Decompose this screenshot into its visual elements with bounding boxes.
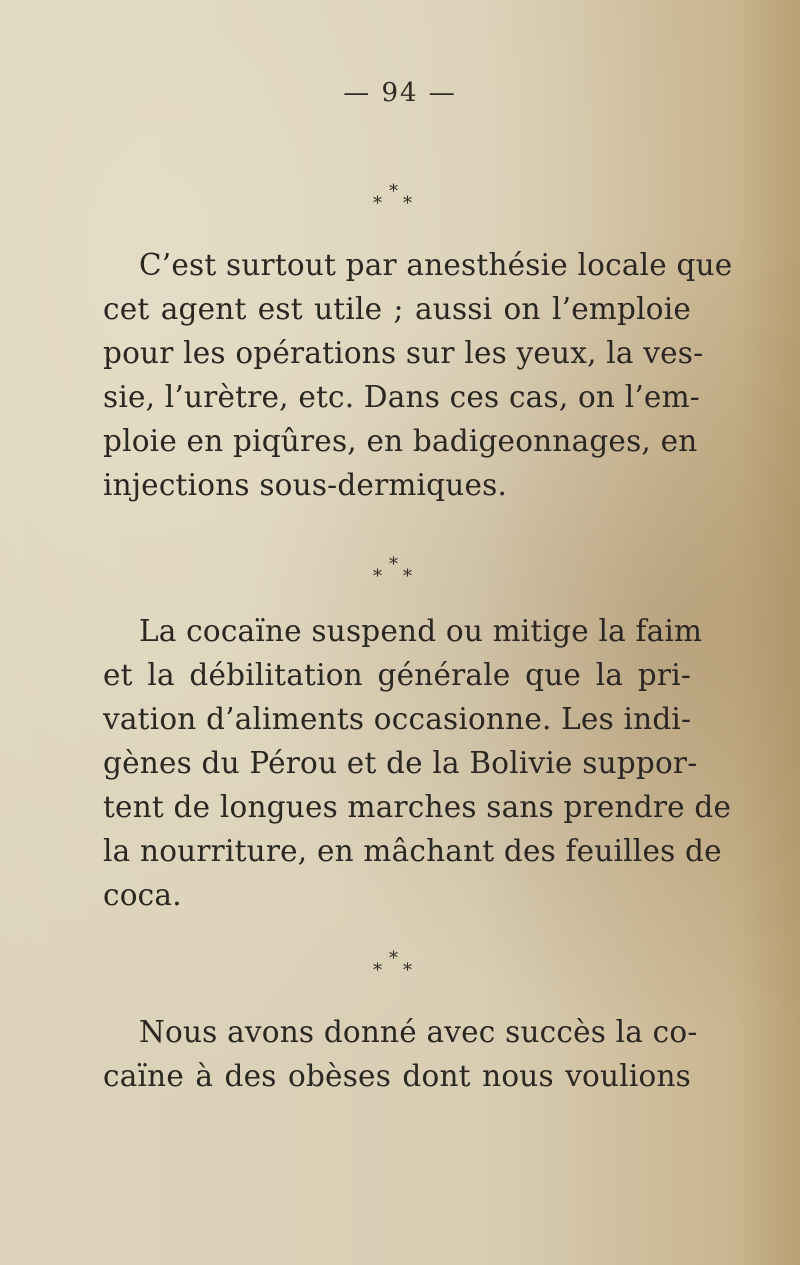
- text-line: la nourriture, en mâchant des feuilles de: [103, 834, 722, 868]
- text-line: cet agent est utile ; aussi on l’emploie: [103, 292, 691, 326]
- page-number: — 94 —: [343, 78, 457, 108]
- text-line: ploie en piqûres, en badigeonnages, en: [103, 424, 698, 458]
- paragraph: [103, 243, 733, 507]
- section-asterism: [0, 950, 800, 986]
- asterism-star: *: [373, 193, 382, 214]
- asterism-star: *: [373, 566, 382, 587]
- text-line: injections sous-dermiques.: [103, 468, 508, 502]
- text-line: Nous avons donné avec succès la co-: [139, 1015, 698, 1049]
- asterism-star: *: [403, 960, 412, 981]
- text-line: La cocaïne suspend ou mitige la faim: [139, 614, 703, 648]
- text-line: gènes du Pérou et de la Bolivie suppor-: [103, 746, 698, 780]
- asterism-star: *: [403, 566, 412, 587]
- section-asterism: [0, 183, 800, 219]
- text-line: caïne à des obèses dont nous voulions: [103, 1059, 691, 1093]
- text-line: C’est surtout par anesthésie locale que: [139, 248, 733, 282]
- text-line: vation d’aliments occasionne. Les indi-: [103, 702, 692, 736]
- asterism-star: *: [389, 554, 398, 575]
- asterism-star: *: [373, 960, 382, 981]
- section-asterism: [0, 556, 800, 592]
- text-line: et la débilitation générale que la pri-: [103, 658, 691, 692]
- paragraph: [103, 609, 732, 917]
- text-line: coca.: [103, 878, 182, 912]
- text-line: pour les opérations sur les yeux, la ves-: [103, 336, 704, 370]
- asterism-star: *: [403, 193, 412, 214]
- asterism-star: *: [389, 948, 398, 969]
- asterism-star: *: [389, 181, 398, 202]
- text-line: sie, l’urètre, etc. Dans ces cas, on l’em-: [103, 380, 700, 414]
- paragraph: [103, 1010, 698, 1098]
- text-line: tent de longues marches sans prendre de: [103, 790, 732, 824]
